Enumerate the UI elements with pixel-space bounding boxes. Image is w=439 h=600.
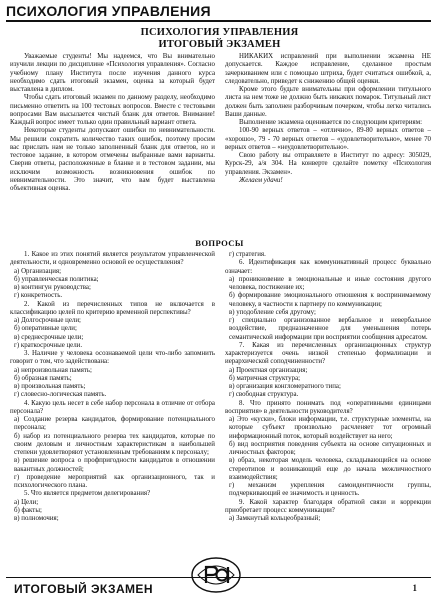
- questions-left-column: [10, 251, 215, 523]
- answer-option: б) оперативные цели;: [14, 325, 77, 333]
- answer-option: а) Создание резерва кандидатов, формирование потенциального персонала;: [14, 416, 215, 432]
- answer-option: а) непроизвольная память;: [14, 366, 92, 374]
- header-rule: [6, 21, 431, 22]
- intro-paragraph: НИКАКИХ исправлений при выполнении экзамена НЕ допускается. Каждое исправление, сделанное простым зачеркиванием или с помощью штриха, будет считаться ошибкой, а, следовательно, приведет к снижению общей оценки.: [225, 53, 431, 85]
- good-luck-note: Желаем удачи!: [239, 176, 283, 184]
- answer-option: г) проведение мероприятий как организационного, так и психологического плана.: [14, 473, 215, 489]
- answer-option: в) решение вопроса о профпригодности кандидатов в отношении вакантных должностей;: [14, 457, 215, 473]
- answer-option: в) произвольная память;: [14, 383, 86, 390]
- answer-option: г) механизм укрепления самоидентичности группы, подчеркивающий ее значимость и ценность.: [229, 482, 431, 498]
- page-footer: [6, 577, 431, 599]
- intro-paragraph: Некоторые студенты допускают ошибки по невнимательности. Мы решили сократить количество таких ошибок, поэтому просим вас прислать нам не только заполненный бланк для ответов, но и тестовое задание, в котором отмечены выбранные вами варианты. Сверив ответы, расположенные в бланке и в тестовом задании, мы исключим возможность возникновения ошибок по невнимательности. Это значит, что вам будет выставлена объективная оценка.: [10, 127, 215, 192]
- questions-right-column: [225, 251, 431, 523]
- intro-paragraph: Уважаемые студенты! Мы надеемся, что Вы внимательно изучили лекции по дисциплине «Психология управления». Согласно учебному плану Института после изучения данного курса необходимо сдать итоговый экзамен, оценка за который будет выставлена в диплом.: [10, 53, 215, 93]
- page-number: 1: [412, 583, 417, 593]
- intro-left-column: [10, 53, 215, 193]
- question-text: 6. Идентификация как коммуникативный процесс буквально означает:: [225, 259, 431, 275]
- answer-option: а) Это «куски», блоки информации, т.е. структурные элементы, на которые субъект произвольно расчленяет тот огромный информационный поток, который воздействует на него;: [229, 416, 431, 440]
- answer-option: в) образ, некоторая модель человека, складывающийся на основе стереотипов и возникающий еще до начала межличностного взаимодействия;: [229, 457, 431, 481]
- footer-title: ИТОГОВЫЙ ЭКЗАМЕН: [14, 582, 153, 596]
- question-text: 9. Какой характер благодаря обратной связи и коррекции приобретает процесс коммуникации?: [225, 498, 431, 514]
- answer-option: г) конкретность.: [14, 292, 63, 300]
- answer-option: г) словесно-логическая память.: [14, 391, 107, 399]
- answer-option: в) организация конгломератного типа;: [229, 383, 341, 390]
- answer-option: в) среднесрочные цели;: [14, 333, 84, 341]
- document-title: ПСИХОЛОГИЯ УПРАВЛЕНИЯ: [140, 27, 299, 38]
- intro-paragraph: Кроме этого будьте внимательны при оформлении титульного листа на нем тоже не должно быть никаких помарок. Титульный лист должен быть заполнен разборчивым почерком, чтобы легко читались Ваши данные.: [225, 86, 431, 118]
- document-subtitle: ИТОГОВЫЙ ЭКЗАМЕН: [158, 39, 281, 50]
- intro-right-column: [225, 53, 431, 185]
- page-header: [6, 4, 431, 21]
- question-text: 7. Какая из перечисленных организационных структур характеризуется очень низкой степенью формализации и иерархической соподчиненности?: [225, 341, 431, 366]
- answer-option: а) Проектная организация;: [229, 366, 308, 374]
- answer-option: а) Организация;: [14, 267, 61, 275]
- question-text: 2. Какой из перечисленных типов не включается в классификацию целей по критерию временной перспективы?: [10, 300, 215, 316]
- footer-rule: [6, 577, 431, 578]
- header-title: ПСИХОЛОГИЯ УПРАВЛЕНИЯ: [6, 3, 211, 19]
- questions-heading: ВОПРОСЫ: [195, 238, 244, 248]
- answer-option: г) стратегия.: [229, 251, 266, 258]
- answer-option: г) свободная структура.: [229, 391, 299, 399]
- answer-option: а) Долгосрочные цели;: [14, 317, 81, 324]
- answer-option: г) краткосрочные цели.: [14, 341, 83, 349]
- question-text: 4. Какую цель несет в себе набор персонала в отличие от отбора персонала?: [10, 399, 215, 415]
- answer-option: б) набор из потенциального резерва тех кандидатов, которые по своим деловым и личностным характеристикам в наибольшей степени удовлетворяют установленным требованиям к персоналу;: [14, 432, 215, 456]
- answer-option: в) уподобление себя другому;: [229, 308, 316, 316]
- mailing-address: Свою работу вы отправляете в Институт по адресу: 305029, Курск-29, а/я 304. На конверте сделайте пометку «Психология управления. Экзамен».: [225, 152, 431, 176]
- question-text: 5. Что является предметом делегирования?: [24, 490, 151, 498]
- answer-option: б) факты;: [14, 506, 42, 514]
- answer-option: б) управленческая политика;: [14, 275, 99, 283]
- answer-option: а) Замкнутый кольцеобразный;: [229, 515, 321, 522]
- answer-option: б) образная память;: [14, 374, 72, 382]
- question-text: 3. Наличие у человека осознаваемой цели что-либо запомнить говорит о том, что задействована:: [10, 350, 215, 366]
- answer-option: б) формирование эмоционального отношения к воспринимаемому человеку, в частности к партнеру по коммуникации;: [229, 292, 431, 308]
- answer-option: а) Цели;: [14, 498, 39, 506]
- answer-option: г) специально организованное вербальное и невербальное воздействие, предназначенное для уменьшения потерь семантической информации при восприятии сообщения адресатом.: [229, 317, 431, 341]
- answer-option: в) контингун руководства;: [14, 284, 91, 291]
- intro-paragraph: Чтобы сдать итоговый экзамен по данному разделу, необходимо письменно ответить на 100 тестовых вопросов. Вместе с тестовыми вопросами Вам высылается чистый бланк для ответов. Внимание! Каждый вопрос имеет только один правильный вариант ответа.: [10, 94, 215, 126]
- answer-option: в) полномочия;: [14, 515, 59, 522]
- answer-option: а) проникновение в эмоциональные и иные состояния другого человека, постижение их;: [229, 275, 431, 291]
- answer-option: б) матричная структура;: [229, 374, 301, 382]
- grading-criteria: 100-90 верных ответов – «отлично», 89-80 верных ответов – «хорошо», 79 - 70 верных ответов – «удовлетворительно», менее 70 верных ответов – «неудовлетворительно».: [225, 127, 431, 151]
- answer-option: б) вид восприятия поведения субъекта на основе ситуационных и личностных факторов;: [229, 440, 431, 456]
- question-text: 1. Какое из этих понятий является результатом управленческой деятельности, и одновременно основой ее осуществления?: [10, 251, 215, 267]
- intro-paragraph: Выполнение экзамена оценивается по следующим критериям:: [239, 119, 423, 126]
- question-text: 8. Что принято понимать под «оперативными единицами восприятия» в деятельности руководителя?: [225, 399, 431, 415]
